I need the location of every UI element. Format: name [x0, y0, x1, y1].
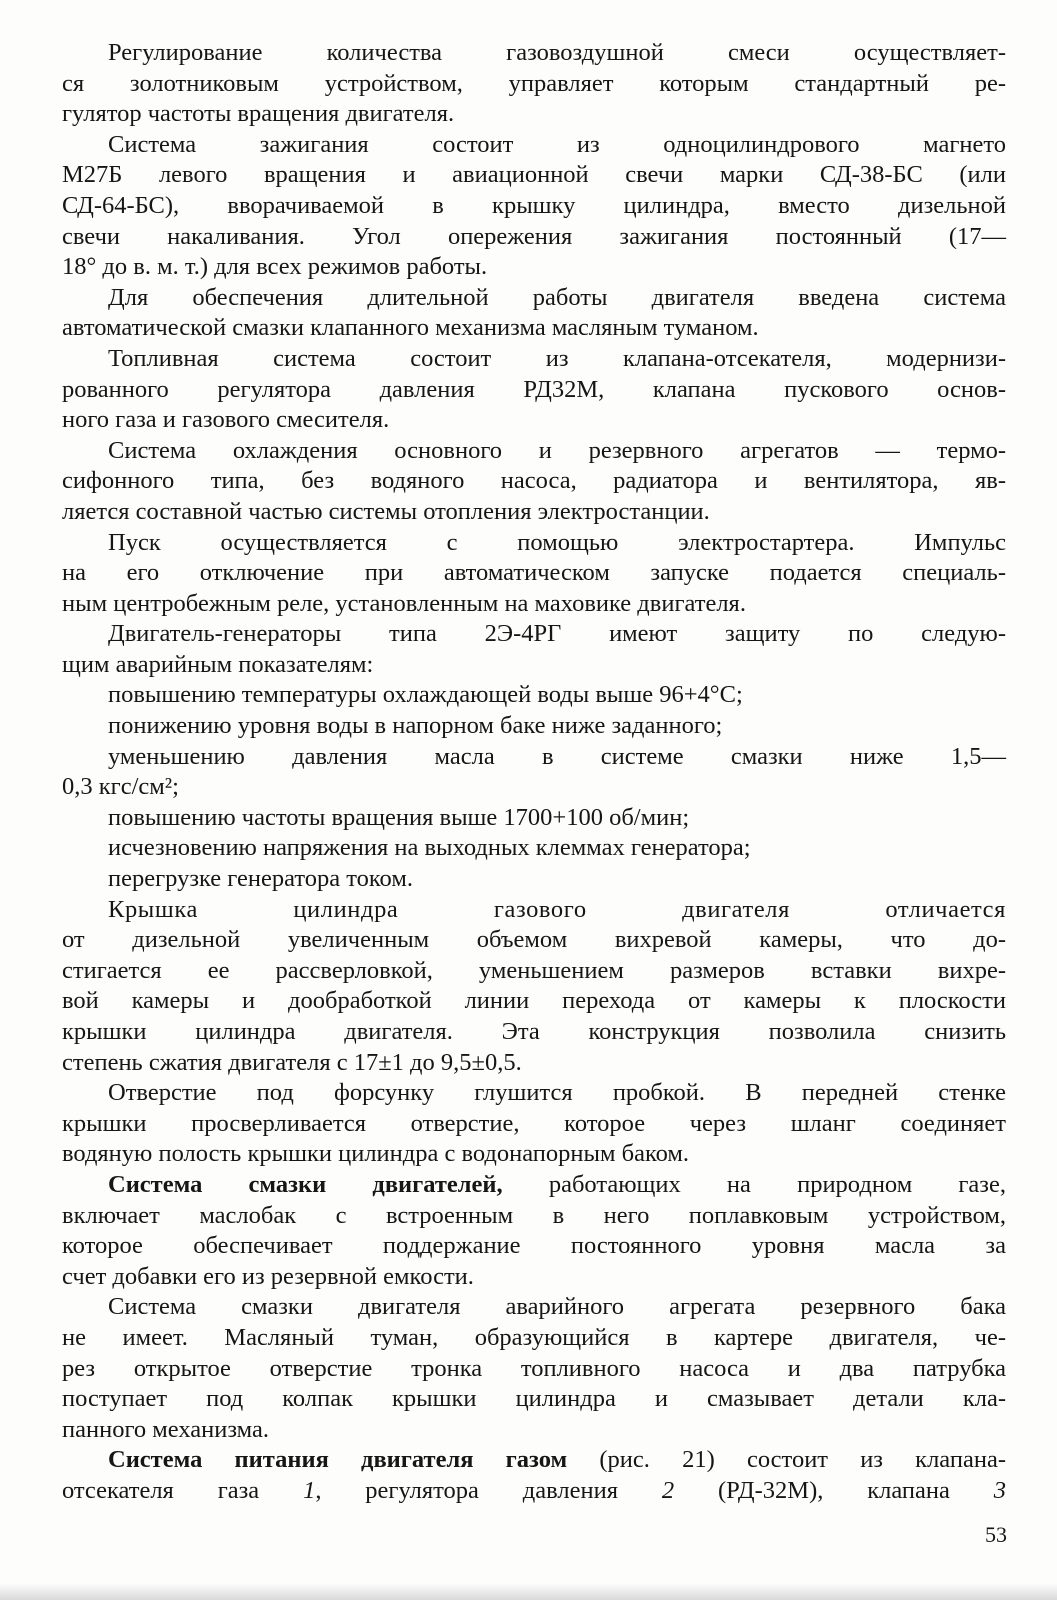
text-line: крышки просверливается отверстие, которое через шланг соединяет: [62, 1109, 1006, 1137]
text-line: рованного регулятора давления РД32М, клапана пускового основ-: [62, 375, 1006, 403]
text-line: Топливная система состоит из клапана-отсекателя, модернизи-: [108, 344, 1006, 372]
protection-list: [62, 680, 1006, 894]
figure-ref: 1: [303, 1476, 316, 1504]
text-line: свечи накаливания. Угол опережения зажигания постоянный (17—: [62, 222, 1006, 250]
text-line: щим аварийным показателям:: [62, 650, 374, 678]
paragraph-start: [62, 528, 1006, 620]
text-line: М27Б левого вращения и авиационной свечи марки СД-38-БС (или: [62, 161, 1006, 189]
text-line: ся золотниковым устройством, управляет которым стандартный ре-: [62, 69, 1006, 97]
paragraph-gas-mixture-regulation: [62, 38, 1006, 130]
text-line: СД-64-БС), вворачиваемой в крышку цилиндра, вместо дизельной: [62, 191, 1006, 219]
text-line: Система охлаждения основного и резервного агрегатов — термо-: [108, 436, 1006, 464]
paragraph-protection: [62, 619, 1006, 680]
run-in-heading: Система смазки двигателей,: [108, 1170, 503, 1198]
text-line: крышки цилиндра двигателя. Эта конструкция позволила снизить: [62, 1018, 1006, 1045]
text-line: ляется составной частью системы отопления электростанции.: [62, 497, 710, 525]
text-line: панного механизма.: [62, 1415, 270, 1443]
text-line: 18° до в. м. т.) для всех режимов работы.: [62, 253, 488, 281]
text-line: Крышка цилиндра газового двигателя отличается: [108, 895, 1006, 923]
text-line: водяную полость крышки цилиндра с водонапорным баком.: [62, 1140, 690, 1168]
text-line: Система питания двигателя газом (рис. 21) состоит из клапана-: [108, 1446, 1006, 1474]
text-line: Пуск осуществляется с помощью электростартера. Импульс: [108, 528, 1006, 556]
text-line: автоматической смазки клапанного механизма масляным туманом.: [62, 314, 759, 342]
page-edge: [0, 1582, 1057, 1600]
paragraph-gas-supply: [62, 1445, 1006, 1506]
text-line: Регулирование количества газовоздушной смеси осуществляет-: [108, 39, 1006, 66]
list-item: исчезновению напряжения на выходных клеммах генератора;: [108, 834, 751, 862]
paragraph-emergency-lubrication: [62, 1292, 1006, 1445]
list-item: уменьшению давления масла в системе смазки ниже 1,5—: [108, 742, 1006, 770]
run-in-heading: Система питания двигателя газом: [108, 1446, 568, 1474]
paragraph-lubrication-system: [62, 1170, 1006, 1292]
text-line: ного газа и газового смесителя.: [62, 406, 390, 434]
text-line: сифонного типа, без водяного насоса, радиатора и вентилятора, яв-: [62, 467, 1006, 495]
text-line: которое обеспечивает поддержание постоянного уровня масла за: [62, 1232, 1006, 1260]
text-line: на его отключение при автоматическом запуске подается специаль-: [62, 559, 1006, 587]
figure-ref: 2: [661, 1476, 675, 1504]
list-item: повышению частоты вращения выше 1700+100 об/мин;: [108, 803, 690, 831]
text-line: Система смазки двигателя аварийного агрегата резервного бака: [108, 1293, 1006, 1321]
list-item: понижению уровня воды в напорном баке ниже заданного;: [108, 712, 723, 740]
paragraph-fuel-system: [62, 344, 1006, 436]
text-line: степень сжатия двигателя с 17±1 до 9,5±0,5.: [62, 1048, 522, 1076]
text-line: Отверстие под форсунку глушится пробкой. В передней стенке: [108, 1079, 1006, 1107]
text-line: стигается ее рассверловкой, уменьшением размеров вставки вихре-: [62, 956, 1006, 984]
text-line: гулятор частоты вращения двигателя.: [62, 100, 455, 128]
list-item: перегрузке генератора током.: [108, 865, 413, 893]
text-line: не имеет. Масляный туман, образующийся в картере двигателя, че-: [62, 1323, 1006, 1351]
text-line: Система зажигания состоит из одноцилиндрового магнето: [108, 130, 1006, 158]
text-line: счет добавки его из резервной емкости.: [62, 1262, 474, 1290]
page-number: 53: [985, 1522, 1007, 1547]
text-line: Двигатель-генераторы типа 2Э-4РГ имеют защиту по следую-: [108, 620, 1006, 648]
text-line: Система смазки двигателей, работающих на природном газе,: [108, 1170, 1006, 1198]
list-item: повышению температуры охлаждающей воды выше 96+4°С;: [108, 681, 743, 709]
paragraph-lubrication-mist: [62, 283, 1006, 344]
text-line: отсекателя газа 1, регулятора давления 2 (РД-32М), клапана 3: [62, 1476, 1006, 1504]
text-line: ным центробежным реле, установленным на маховике двигателя.: [62, 589, 746, 617]
text-line: поступает под колпак крышки цилиндра и смазывает детали кла-: [62, 1385, 1006, 1413]
paragraph-ignition-system: [62, 130, 1006, 283]
paragraph-injector-hole: [62, 1078, 1006, 1170]
list-item-continuation: 0,3 кгс/см²;: [62, 773, 179, 801]
figure-ref: 3: [993, 1476, 1006, 1504]
paragraph-cooling-system: [62, 436, 1006, 528]
paragraph-cylinder-head: [62, 895, 1006, 1079]
text-line: включает маслобак с встроенным в него поплавковым устройством,: [62, 1201, 1006, 1229]
body-text: [62, 38, 1006, 1507]
text-line: Для обеспечения длительной работы двигателя введена система: [108, 283, 1006, 311]
text-line: вой камеры и дообработкой линии перехода от камеры к плоскости: [62, 987, 1006, 1015]
text-line: рез открытое отверстие тронка топливного насоса и два патрубка: [62, 1354, 1006, 1382]
text-line: от дизельной увеличенным объемом вихревой камеры, что до-: [62, 926, 1006, 954]
